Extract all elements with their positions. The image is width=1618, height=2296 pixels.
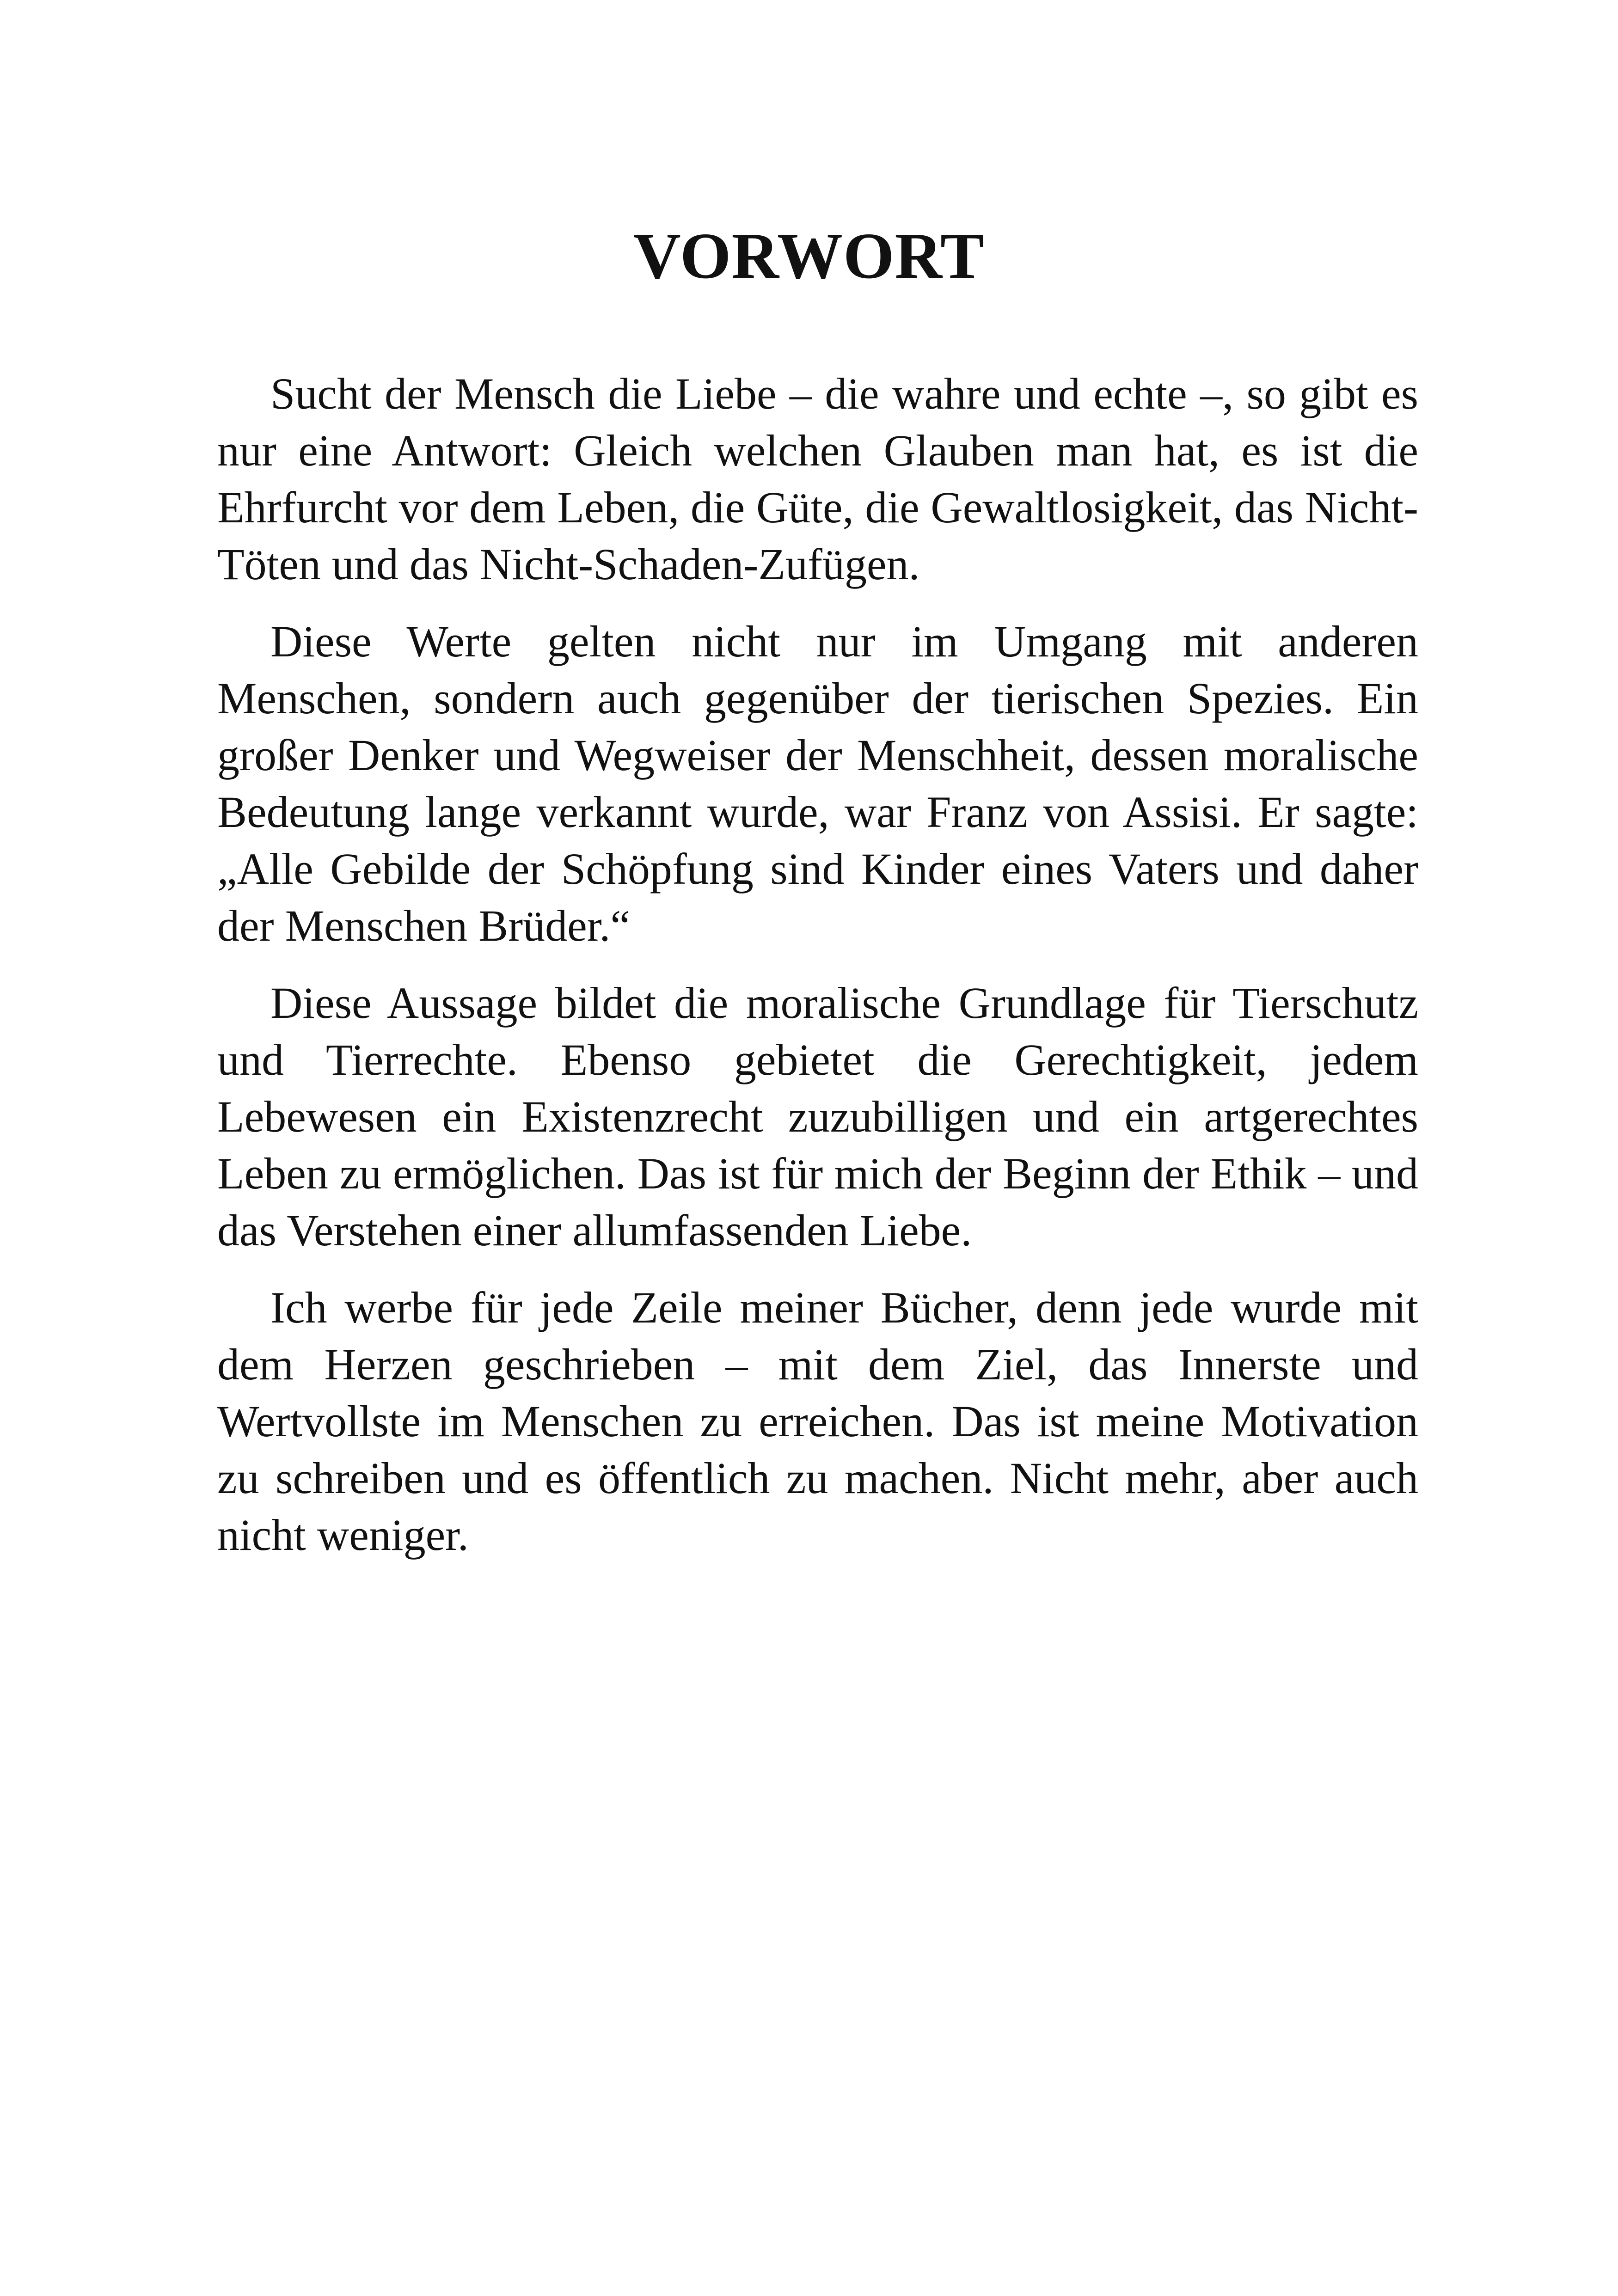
preface-body (217, 365, 1418, 1563)
paragraph-4: Ich werbe für jede Zeile meiner Bücher, denn jede wurde mit dem Herzen geschrieben – mit dem Ziel, das Innerste und Wertvollste im Menschen zu erreichen. Das ist meine Motivation zu schreiben und es öffentlich zu machen. Nicht mehr, aber auch nicht weniger. (217, 1283, 1418, 1560)
paragraph-1: Sucht der Mensch die Liebe – die wahre und echte –, so gibt es nur eine Antwort: Gleich welchen Glauben man hat, es ist die Ehrfurcht vor dem Leben, die Güte, die Gewaltlosigkeit, das Nicht-Töten und das Nicht-Schaden-Zufügen. (217, 369, 1418, 589)
paragraph-2: Diese Werte gelten nicht nur im Umgang mit anderen Menschen, sondern auch gegenüber der tierischen Spezies. Ein großer Denker und Wegweiser der Menschheit, dessen moralische Bedeutung lange verkannt wurde, war Franz von Assisi. Er sagte: „Alle Gebilde der Schöpfung sind Kinder eines Vaters und daher der Menschen Brüder.“ (217, 617, 1418, 950)
paragraph-3: Diese Aussage bildet die moralische Grundlage für Tierschutz und Tierrechte. Ebenso gebietet die Gerechtigkeit, jedem Lebewesen ein Existenzrecht zuzubilligen und ein artgerechtes Leben zu ermöglichen. Das ist für mich der Beginn der Ethik – und das Verstehen einer allumfassenden Liebe. (217, 978, 1418, 1255)
page-title: VORWORT (633, 219, 985, 292)
